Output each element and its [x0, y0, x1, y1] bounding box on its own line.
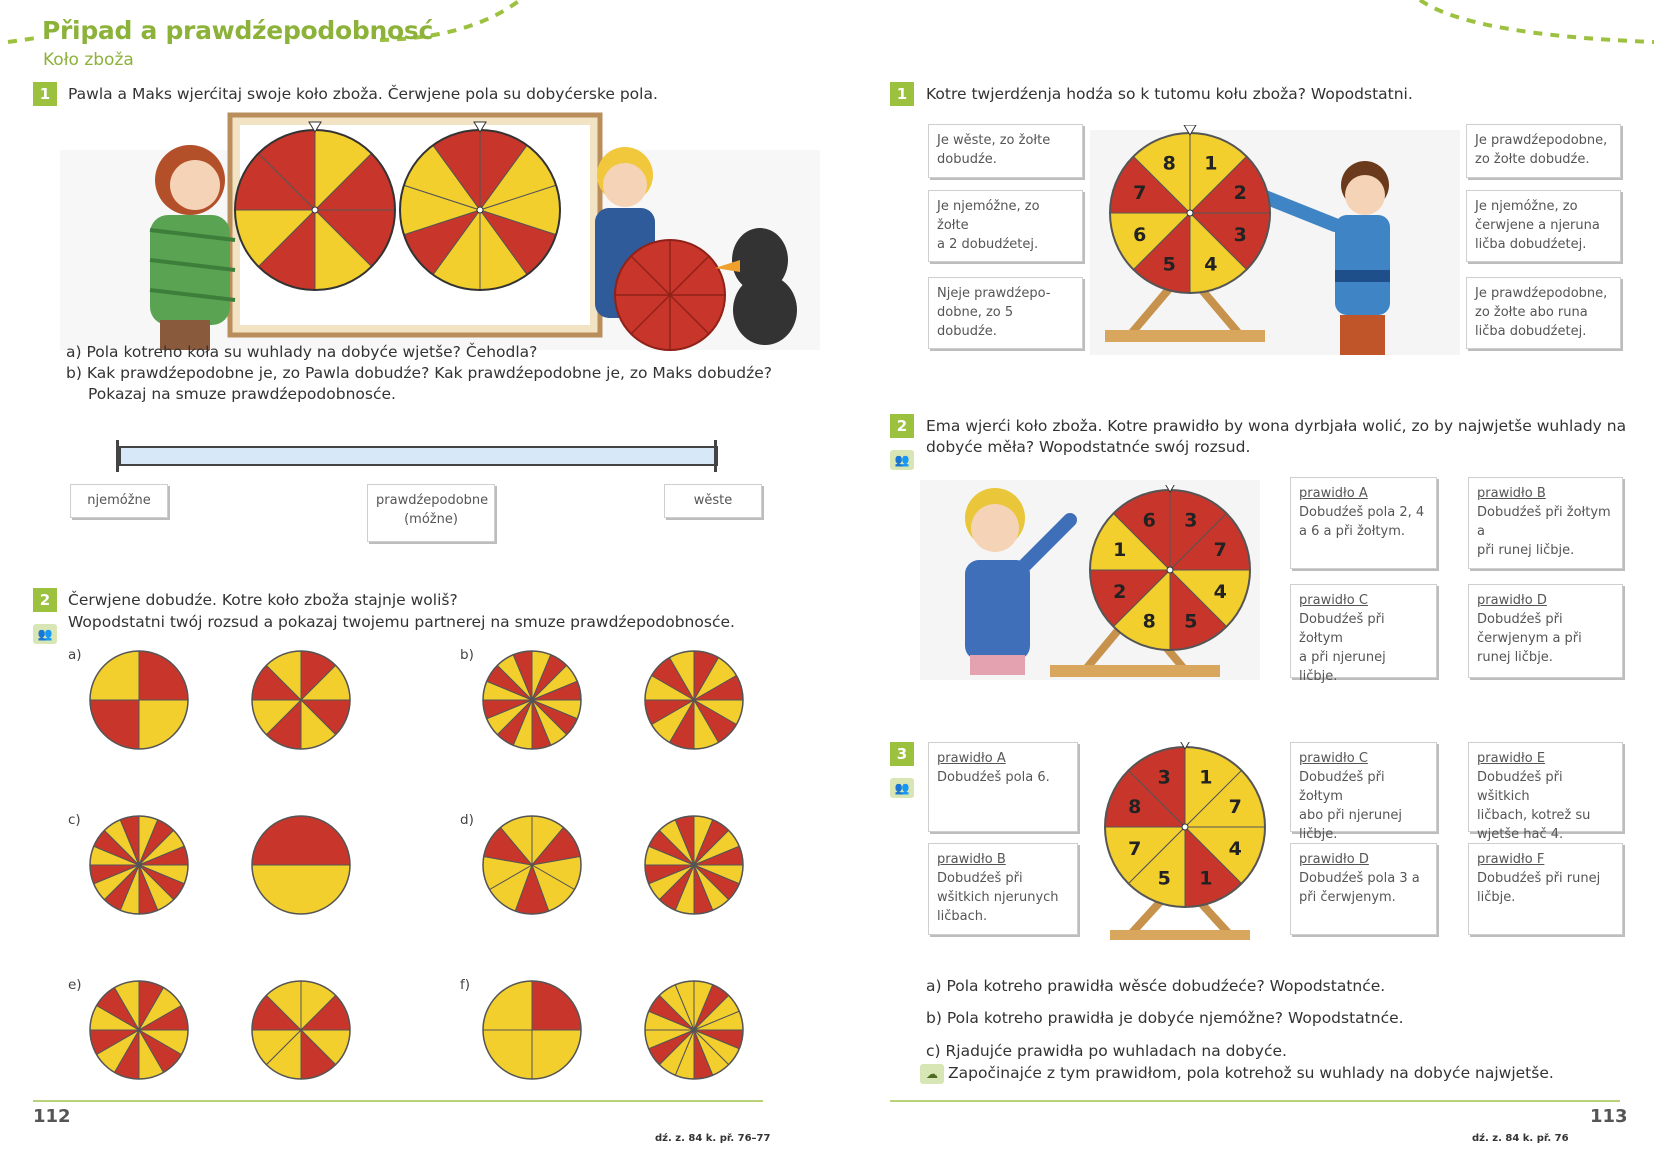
partner-icon: 👥 [890, 778, 914, 798]
rule-card [1290, 584, 1437, 684]
label-f: f) [460, 977, 471, 993]
question-b: b) Kak prawdźepodobne je, zo Pawla dobudźe? Kak prawdźepodobne je, zo Maks dobudźe? [66, 364, 772, 382]
wheel-number: 8 [1142, 610, 1156, 633]
footer-ref-right: dź. z. 84 k. př. 76 [1472, 1133, 1569, 1144]
wheel-number: 5 [1157, 867, 1171, 890]
rule-line: a při njerunej ličbje. [1299, 650, 1386, 684]
rule-title: prawidło D [1477, 593, 1547, 608]
rule-line: abo při njerunej [1299, 808, 1402, 823]
question-c: c) Rjadujće prawidła po wuhladach na dobyće. [926, 1042, 1287, 1060]
statement-card: Je njemóžne, zo žołte a 2 dobudźetej. [928, 190, 1083, 262]
rule-line: ličbach. [937, 909, 988, 924]
scale-label-probable-2: (móžne) [404, 512, 458, 527]
rule-line: Dobudźeš při [937, 871, 1023, 886]
scale-label-probable-1: prawdźepodobne [376, 493, 489, 508]
task-text: Kotre twjerdźenja hodźa so k tutomu kołu zboža? Wopodstatni. [926, 85, 1413, 103]
task2-line2: dobyće měła? Wopodstatnće swój rozsud. [926, 438, 1251, 456]
wheel-number: 7 [1213, 539, 1227, 562]
rule-line: runej ličbje. [1477, 650, 1553, 665]
task-number: 2 [33, 588, 57, 612]
rule-line: Dobudźeš při žołtym [1299, 612, 1385, 646]
statement-card: Je prawdźepodobne, zo žołte abo runa ličba dobudźetej. [1466, 277, 1621, 349]
bottom-rule [890, 1100, 1620, 1102]
rule-line: ličbje. [1299, 827, 1338, 842]
rule-card [928, 742, 1078, 832]
statement-card: Je njemóžne, zo čerwjene a njeruna ličba dobudźetej. [1466, 190, 1621, 262]
task-text: Pawla a Maks wjerćitaj swoje koło zboža. Čerwjene pola su dobyćerske pola. [68, 85, 658, 103]
rule-title: prawidło C [1299, 593, 1368, 608]
page-number-left: 112 [33, 1106, 71, 1127]
wheel-task1 [1105, 125, 1275, 295]
statement-card: Je prawdźepodobne, zo žołte dobudźe. [1466, 124, 1621, 178]
rule-title: prawidło E [1477, 751, 1546, 766]
rule-title: prawidło C [1299, 751, 1368, 766]
label-a: a) [68, 647, 82, 663]
question-b-cont: Pokazaj na smuze prawdźepodobnosće. [88, 385, 396, 403]
rule-card [1468, 742, 1623, 842]
wheel-number: 1 [1204, 152, 1218, 175]
wheel-number: 3 [1184, 509, 1198, 532]
wheel-number: 6 [1142, 509, 1156, 532]
rule-line: Dobudźeš pola 6. [937, 770, 1050, 785]
rule-card [1290, 477, 1437, 569]
task-number: 1 [890, 82, 914, 106]
wheel-number: 7 [1133, 182, 1147, 205]
rule-line: při runej ličbje. [1477, 543, 1575, 558]
group-icon: ☁ [920, 1064, 944, 1084]
task2-line1: Ema wjerći koło zboža. Kotre prawidło by wona dyrbjała wolić, zo by najwjetše wuhlady na [926, 417, 1627, 435]
bottom-rule [33, 1100, 763, 1102]
rule-line: Dobudźeš při [1477, 612, 1563, 627]
wheel-number: 5 [1184, 610, 1198, 633]
rule-card [1468, 584, 1623, 678]
statement-card: Je wěste, zo žołte dobudźe. [928, 124, 1083, 178]
wheel-sector [252, 865, 350, 914]
rule-card [928, 843, 1078, 935]
rule-line: Dobudźeš pola 2, 4 [1299, 505, 1425, 520]
question-c-cont: Započinajće z tym prawidłom, pola kotrehož su wuhlady na dobyće najwjetše. [948, 1064, 1554, 1082]
label-e: e) [68, 977, 82, 993]
wheel-number: 1 [1199, 867, 1213, 890]
task2-line1: Čerwjene dobudźe. Kotre koło zboža stajnje woliš? [68, 591, 458, 609]
rule-title: prawidło B [1477, 486, 1546, 501]
question-a: a) Pola kotreho koła su wuhlady na dobyće wjetše? Čehodla? [66, 343, 538, 361]
wheel-hub [1167, 567, 1173, 573]
wheel-number: 2 [1113, 580, 1127, 603]
rule-line: Dobudźeš při žołtym [1299, 770, 1385, 804]
wheel-number: 1 [1199, 766, 1213, 789]
wheel-number: 4 [1204, 253, 1218, 276]
wheel-number: 3 [1233, 223, 1247, 246]
rule-title: prawidło D [1299, 852, 1369, 867]
task-number: 3 [890, 742, 914, 766]
wheel-number: 3 [1157, 766, 1171, 789]
page-number-right: 113 [1590, 1106, 1628, 1127]
statement-card: Njeje prawdźepo- dobne, zo 5 dobudźe. [928, 277, 1083, 349]
question-b: b) Pola kotreho prawidła je dobyće njemóžne? Wopodstatnće. [926, 1009, 1404, 1027]
scale-label-impossible: njemóžne [70, 484, 168, 518]
rule-line: čerwjenym a při [1477, 631, 1582, 646]
rule-line: a 6 a při žołtym. [1299, 524, 1405, 539]
wheel-number: 1 [1113, 539, 1127, 562]
wheel-hub [1182, 824, 1188, 830]
wheel-number: 8 [1162, 152, 1176, 175]
page-subtitle: Koło zboža [43, 50, 134, 70]
label-b: b) [460, 647, 474, 663]
rule-line: Dobudźeš při wšitkich [1477, 770, 1563, 804]
rule-line: Dobudźeš pola 3 a [1299, 871, 1420, 886]
wheel-sector [252, 816, 350, 865]
rule-line: wjetše hač 4. [1477, 827, 1564, 842]
task-number: 2 [890, 414, 914, 438]
rule-title: prawidło F [1477, 852, 1545, 867]
rule-card [1290, 843, 1437, 935]
rule-line: Dobudźeš při žołtym a [1477, 505, 1611, 539]
rule-card [1468, 843, 1623, 935]
wheel-number: 7 [1128, 837, 1142, 860]
scale-label-certain: wěste [664, 484, 762, 518]
wheel-number: 4 [1228, 837, 1242, 860]
task2-line2: Wopodstatni twój rozsud a pokazaj twojemu partnerej na smuze prawdźepodobnosće. [68, 613, 735, 631]
wheel-task3 [1100, 742, 1270, 912]
question-a: a) Pola kotreho prawidła wěsće dobudźeće? Wopodstatnće. [926, 977, 1386, 995]
label-d: d) [460, 812, 474, 828]
rule-line: Dobudźeš při runej [1477, 871, 1601, 886]
page-title: Připad a prawdźepodobnosć [42, 16, 433, 45]
rule-card [1290, 742, 1437, 842]
wheel-number: 2 [1233, 182, 1247, 205]
rule-title: prawidło A [1299, 486, 1368, 501]
label-c: c) [68, 812, 81, 828]
small-wheels [0, 0, 830, 1100]
wheel-number: 5 [1162, 253, 1176, 276]
partner-icon: 👥 [890, 450, 914, 470]
rule-title: prawidło B [937, 852, 1006, 867]
rule-line: wšitkich njerunych [937, 890, 1059, 905]
task-number: 1 [33, 82, 57, 106]
wheel-number: 7 [1228, 796, 1242, 819]
wheel-task2 [1085, 485, 1255, 655]
wheel-number: 4 [1213, 580, 1227, 603]
footer-ref-left: dź. z. 84 k. př. 76–77 [655, 1133, 771, 1144]
rule-card [1468, 477, 1623, 569]
wheel-number: 6 [1133, 223, 1147, 246]
wheel-number: 8 [1128, 796, 1142, 819]
rule-title: prawidło A [937, 751, 1006, 766]
wheel-hub [1187, 210, 1193, 216]
partner-icon: 👥 [33, 624, 57, 644]
rule-line: ličbje. [1477, 890, 1516, 905]
rule-line: ličbach, kotrež su [1477, 808, 1591, 823]
rule-line: při čerwjenym. [1299, 890, 1396, 905]
